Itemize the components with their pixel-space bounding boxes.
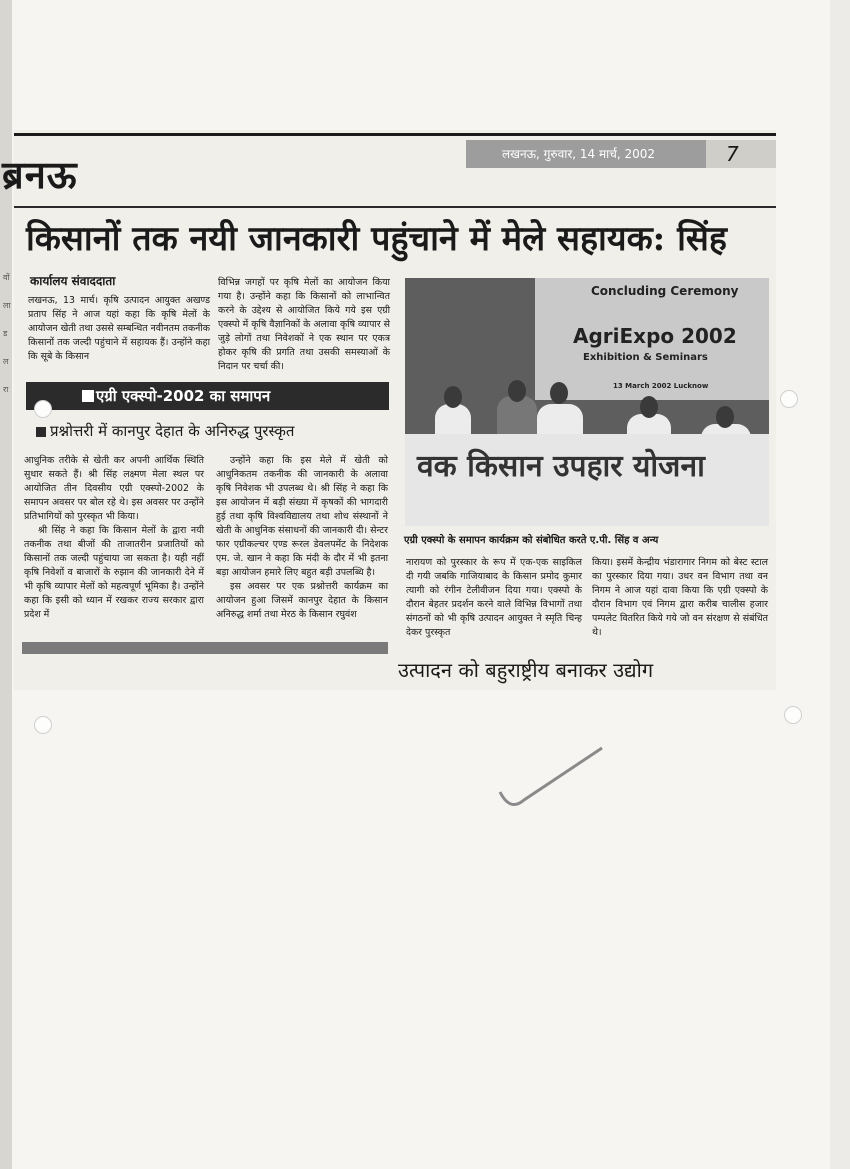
article-column-2 [216,454,388,622]
margin-fragment: ल [3,357,9,366]
punch-hole [34,716,52,734]
article-column-3: नारायण को पुरस्कार के रूप में एक-एक साइकिल दी गयी जबकि गाजियाबाद के किसान प्रमोद कुमार त्यागी को रंगीन टेलीवीजन दिया गया। एक्स्पो के दौरान बेहतर प्रदर्शन करने वाले विभिन्न विभागों तथा संगठनों को भी कृषि उत्पादन आयुक्त ने स्मृति चिन्ह देकर पुरस्कृत [406,557,582,638]
page-number: 7 [706,140,776,168]
square-bullet-icon [36,427,46,437]
article-headline: किसानों तक नयी जानकारी पहुंचाने में मेले सहायक: सिंह [26,219,727,259]
section-kicker [26,382,389,410]
page-edge-right [830,0,850,1169]
paragraph: आधुनिक तरीके से खेती कर अपनी आर्थिक स्थिति सुधार सकते हैं। श्री सिंह लक्ष्मण मेला स्थल पर आयोजित तीन दिवसीय एग्री एक्स्पो-2002 के समापन अवसर पर बोल रहे थे। इस अवसर पर उन्होंने प्रतिभागियों को पुरस्कृत भी किया। [24,455,204,522]
person-head [550,382,568,404]
article-byline: कार्यालय संवाददाता [30,274,116,288]
person-head [508,380,526,402]
margin-fragment: ड [3,329,8,338]
paragraph: इस अवसर पर एक प्रश्नोत्तरी कार्यक्रम का आयोजन हुआ जिसमें कानपुर देहात के किसान अनिरुद्ध शर्मा तथा मेरठ के किसान रघुवंश [216,581,388,620]
article-column-1 [24,454,204,622]
photo-caption: एग्री एक्स्पो के समापन कार्यक्रम को संबोधित करते ए.पी. सिंह व अन्य [404,535,659,546]
bottom-rule [22,642,388,654]
margin-fragment: वों [3,273,10,282]
paragraph: श्री सिंह ने कहा कि किसान मेलों के द्वारा नयी तकनीक तथा बीजों की ताजातरीन प्रजातियों को किसानों तक जल्दी पहुंचाया जा सकता है। यही नहीं कृषि निवेशों व बाजारों के रुझान की जानकारी देने में भी कृषि व्यापार मेलों को महत्वपूर्ण भूमिका है। उन्होंने कहा कि इसी को ध्यान में रखकर राज्य सरकार द्वारा प्रदेश में [24,525,204,620]
event-photo [405,278,769,526]
subhead-text: प्रश्नोत्तरी में कानपुर देहात के अनिरुद्ध पुरस्कृत [50,422,295,440]
table-cloth-text: वक किसान उपहार योजना [417,449,705,484]
person-head [640,396,658,418]
dateline: लखनऊ, गुरुवार, 14 मार्च, 2002 [466,140,706,168]
paragraph: उन्होंने कहा कि इस मेले में खेती को आधुनिकतम तकनीक की जानकारी के अलावा कृषि निवेशक भी उपलब्ध थे। श्री सिंह ने कहा कि इस आयोजन में बड़ी संख्या में कृषकों की भागदारी हुई तथा कृषि विश्वविद्यालय तथा शोध संस्थानों ने खेती के आधुनिक संसाधनों की जानकारी दी। सेन्टर फार एग्रीकल्चर एण्ड रूरल डेवलपमेंट के निदेशक एम. जे. खान ने कहा कि मंदी के दौर में भी इतना बड़ा आयोजन हमारे लिए बहुत बड़ी उपलब्धि है। [216,455,388,578]
person-head [716,406,734,428]
section-subhead [50,421,294,441]
next-article-headline: उत्पादन को बहुराष्ट्रीय बनाकर उद्योग [398,658,654,682]
banner-text: AgriExpo 2002 [573,324,737,348]
person-head [444,386,462,408]
pen-tick-mark [496,742,608,814]
person-figure [497,396,537,438]
banner-text: 13 March 2002 Lucknow [613,382,709,390]
margin-fragment: रा [3,385,9,394]
masthead-title: ब्रनऊ [2,153,78,197]
kicker-text: एग्री एक्स्पो-2002 का समापन [96,387,271,405]
article-column-4: किया। इसमें केन्द्रीय भंडारागार निगम को बेस्ट स्टाल का पुरस्कार दिया गया। उधर वन विभाग तथा वन निगम ने आज यहां दावा किया कि एग्री एक्स्पो के दौरान विभाग एवं निगम द्वारा करीब चालीस हजार पम्पलेट वितरित किये गये जो वन संरक्षण से संबंधित थे। [592,557,768,638]
top-rule [14,133,776,136]
margin-fragment: ला [3,301,11,310]
punch-hole [784,706,802,724]
punch-hole [780,390,798,408]
banner-text: Concluding Ceremony [591,284,739,298]
banner-text: Exhibition & Seminars [583,352,708,363]
headline-rule [14,206,776,208]
article-intro-right: विभिन्न जगहों पर कृषि मेलों का आयोजन किया गया है। उन्होंने कहा कि किसानों को लाभान्वित करने के उद्देश्य से आयोजित किये गये इस एग्री एक्स्पो में कृषि वैज्ञानिकों के अलावा कृषि व्यापार से जुड़े लोगों तथा निवेशकों ने एक स्थान पर एकत्र होकर कृषि की प्रगति तथा उसकी समस्याओं के निदान पर चर्चा की। [218,277,390,372]
article-intro-left: लखनऊ, 13 मार्च। कृषि उत्पादन आयुक्त अखण्ड प्रताप सिंह ने आज यहां कहा कि कृषि मेलों के आयोजन खेती तथा उससे सम्बन्धित नवीनतम तकनीक किसानों तक जल्दी पहुंचाने में सहायक हैं। उन्होंने कहा कि सूबे के किसान [28,295,210,362]
punch-hole [34,400,52,418]
square-bullet-icon [82,390,94,402]
person-figure [435,404,471,438]
